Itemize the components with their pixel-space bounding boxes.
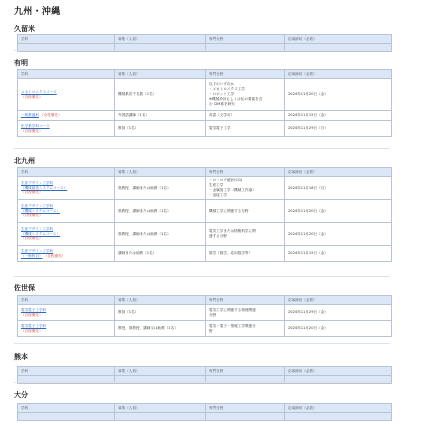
header-deadline: 応募締切（必着） xyxy=(285,168,392,177)
field-line: 以下のいずれか xyxy=(209,82,235,87)
priority-tag: （自校優先） xyxy=(21,190,43,195)
deadline-cell: 2024年11月20日（金） xyxy=(285,200,392,223)
table-row xyxy=(18,321,392,337)
deadline-cell: 2024年11月29日（金） xyxy=(285,305,392,321)
deadline-cell: 2024年11月15日（金） xyxy=(285,246,392,262)
region-heading-sasebo: 佐世保 xyxy=(14,284,35,292)
header-dept: 学科 xyxy=(18,367,115,376)
deadline-cell: 2024年11月18日（月） xyxy=(285,177,392,200)
boshu-cell: 准教授、講師または助教（1名） xyxy=(115,223,206,246)
field-line: ※機械設計もしくは伝の要素を含 xyxy=(209,96,263,101)
header-dept: 学科 xyxy=(18,296,115,305)
divider xyxy=(14,382,390,383)
dept-line: 生産デザイン工学科 xyxy=(21,248,54,253)
field-line: ・ロ・ログ統計(CG) xyxy=(209,178,243,183)
dept-link[interactable]: 化学系学科コース xyxy=(21,123,50,128)
field-cell xyxy=(206,177,285,200)
table-row xyxy=(18,79,392,111)
region-heading-kurume: 久留米 xyxy=(14,25,35,33)
divider xyxy=(14,276,390,277)
divider xyxy=(14,50,390,51)
boshu-cell: 教員（1名） xyxy=(115,305,206,321)
field-cell xyxy=(206,305,285,321)
region-heading-kitakyushu: 北九州 xyxy=(14,157,35,165)
field-cell xyxy=(206,223,285,246)
header-boshu: 募集（人員） xyxy=(115,35,206,44)
dept-line: 生産デザイン工学科 xyxy=(21,203,54,208)
header-field: 専門分野 xyxy=(206,35,285,44)
field-cell: 英語（文学可） xyxy=(206,111,285,121)
header-dept: 学科 xyxy=(18,168,115,177)
field-line: 野 xyxy=(209,328,213,333)
header-deadline: 応募締切（必着） xyxy=(285,296,392,305)
table-row xyxy=(18,111,392,121)
header-boshu: 募集（人員） xyxy=(115,404,206,413)
priority-tag: （自校優先） xyxy=(21,236,43,241)
deadline-cell: 2024年11月15日（金） xyxy=(285,111,392,121)
table-kitakyushu xyxy=(17,167,392,262)
boshu-cell: 講師または助教（1名） xyxy=(115,246,206,262)
boshu-cell: 准教授、講師または助教（1名） xyxy=(115,200,206,223)
field-line: ・メカトロニクス工学 xyxy=(209,87,245,92)
table-row xyxy=(18,121,392,137)
dept-link[interactable] xyxy=(21,227,111,237)
field-line: 連する分野 xyxy=(209,234,227,238)
header-boshu: 募集（人員） xyxy=(115,296,206,305)
header-dept: 学科 xyxy=(18,70,115,79)
priority-tag: （女性優先） xyxy=(40,113,62,118)
header-dept: 学科 xyxy=(18,404,115,413)
deadline-cell: 2024年11月29日（月） xyxy=(285,121,392,137)
field-line: 電気工学に関連する物理関連 xyxy=(209,307,256,312)
boshu-cell: 外国語講師（1名） xyxy=(115,111,206,121)
table-row xyxy=(18,177,392,200)
dept-line: （一般科目） xyxy=(21,253,43,258)
priority-tag: （自校優先） xyxy=(43,253,66,258)
dept-link[interactable]: 電気電子工学科 xyxy=(21,307,47,312)
dept-link[interactable]: 一般教養科 xyxy=(21,113,39,118)
header-boshu: 募集（人員） xyxy=(115,168,206,177)
deadline-cell: 2024年11月20日（金） xyxy=(285,79,392,111)
header-field: 専門分野 xyxy=(206,70,285,79)
table-row xyxy=(18,305,392,321)
dept-link[interactable]: 電気電子工学科 xyxy=(21,323,47,328)
field-cell: 機械工学に関連する分野 xyxy=(206,200,285,223)
priority-tag: （自校優先） xyxy=(21,328,43,333)
table-ariake xyxy=(17,69,392,137)
field-cell: 数学（数学、応用数学等） xyxy=(206,246,285,262)
field-line: 電気工学または情報科学に関 xyxy=(209,229,256,234)
dept-line: （機械システムコース） xyxy=(21,208,60,213)
dept-link[interactable] xyxy=(21,181,111,191)
boshu-cell: 教員（1名） xyxy=(115,121,206,137)
field-line: む CIM系を研究 xyxy=(209,101,235,106)
priority-tag: （自校優先） xyxy=(21,94,43,99)
header-deadline: 応募締切（必着） xyxy=(285,70,392,79)
header-field: 専門分野 xyxy=(206,404,285,413)
divider xyxy=(14,343,390,344)
field-line: ・溶接工学 xyxy=(209,192,227,197)
field-cell xyxy=(206,79,285,111)
table-oita xyxy=(17,403,392,421)
region-heading-oita: 大分 xyxy=(14,391,28,399)
dept-line: （機械創造システムコース） xyxy=(21,185,68,190)
field-cell: 電気電子工学 xyxy=(206,121,285,137)
field-line: 電気・電子・情報工学関連分 xyxy=(209,323,256,328)
header-field: 専門分野 xyxy=(206,296,285,305)
table-row xyxy=(18,246,392,262)
table-row xyxy=(18,200,392,223)
deadline-cell: 2024年11月20日（金） xyxy=(285,321,392,337)
header-field: 専門分野 xyxy=(206,367,285,376)
header-boshu: 募集（人員） xyxy=(115,70,206,79)
dept-line: 生産デザイン工学科 xyxy=(21,226,54,231)
region-heading-ariake: 有明 xyxy=(14,59,28,67)
boshu-cell: 機械系若干名数（1名） xyxy=(115,79,206,111)
dept-link[interactable] xyxy=(21,204,111,214)
dept-line: （機械システムコース） xyxy=(21,231,60,236)
priority-tag: （自校優先） xyxy=(21,128,43,133)
header-deadline: 応募締切（必着） xyxy=(285,367,392,376)
field-line: 生産工学 xyxy=(209,183,224,188)
field-line: ・金属加工学（機械工作論） xyxy=(209,188,256,192)
header-dept: 学科 xyxy=(18,35,115,44)
dept-link[interactable]: メカトロニクスコース xyxy=(21,89,57,94)
field-line: ・ロボット工学 xyxy=(209,92,235,97)
dept-line: 生産デザイン工学科 xyxy=(21,180,54,185)
field-cell xyxy=(206,321,285,337)
priority-tag: （自校優先） xyxy=(21,312,43,317)
header-field: 専門分野 xyxy=(206,168,285,177)
region-heading-kumamoto: 熊本 xyxy=(14,353,28,361)
table-sasebo xyxy=(17,295,392,337)
boshu-cell: 教授、准教授、講師又は助教（1名） xyxy=(115,321,206,337)
page-title: 九州・沖縄 xyxy=(14,7,61,17)
table-row xyxy=(18,223,392,246)
header-deadline: 応募締切（必着） xyxy=(285,404,392,413)
divider xyxy=(14,148,390,149)
header-boshu: 募集（人員） xyxy=(115,367,206,376)
deadline-cell: 2024年11月20日（金） xyxy=(285,223,392,246)
header-deadline: 応募締切（必着） xyxy=(285,35,392,44)
priority-tag: （自校優先） xyxy=(21,213,43,218)
field-line: 分野 xyxy=(209,312,217,317)
boshu-cell: 准教授、講師または助教（1名） xyxy=(115,177,206,200)
